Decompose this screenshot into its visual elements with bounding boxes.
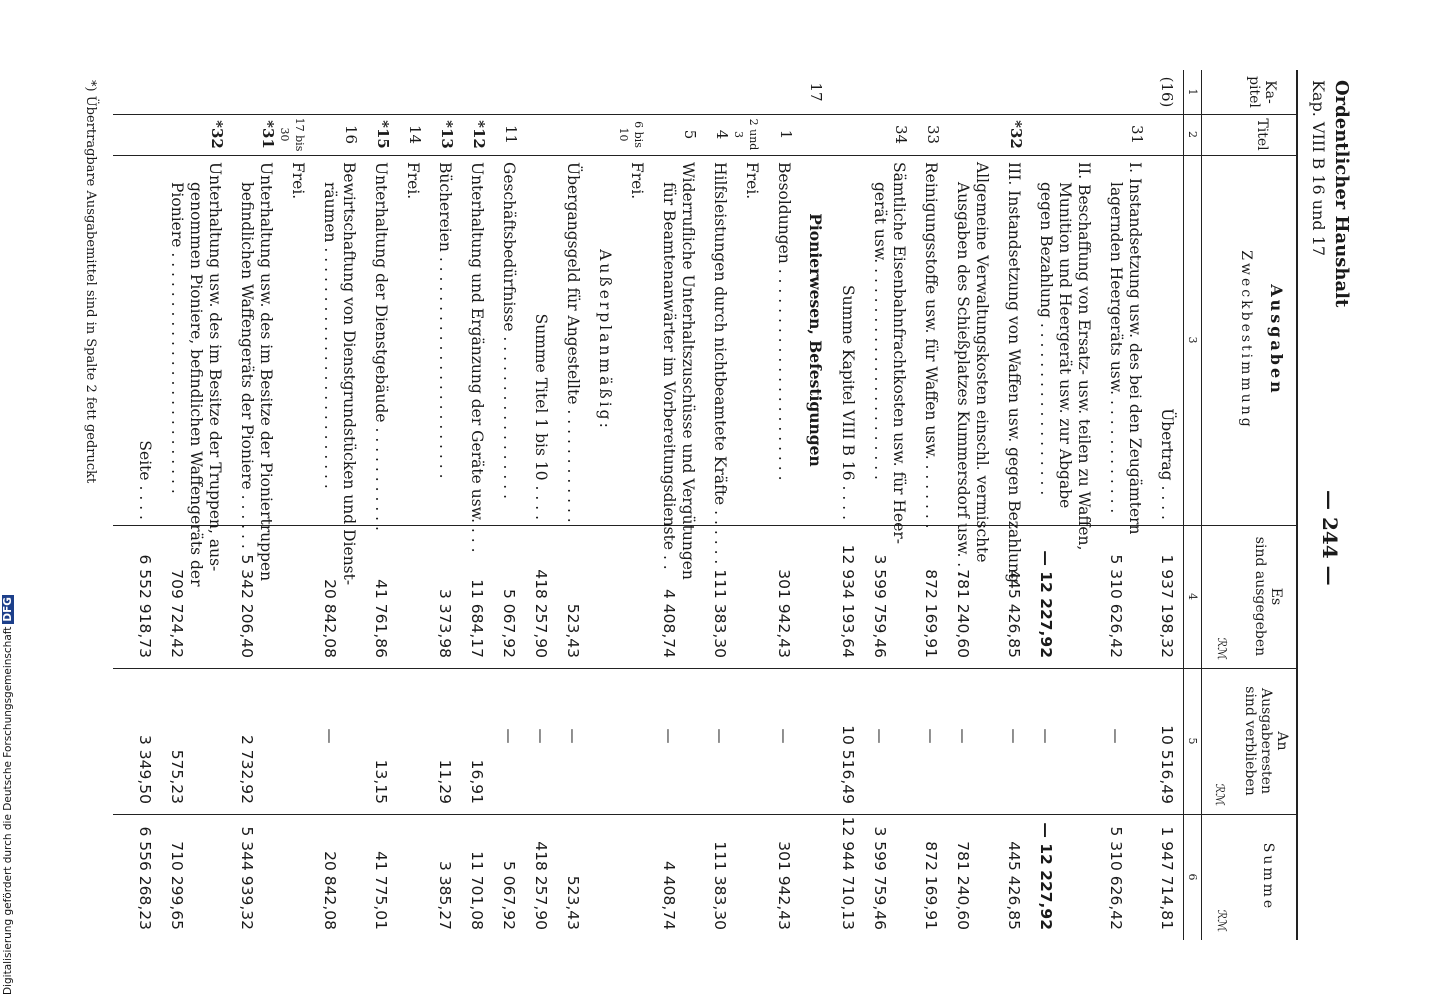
amount-c5: 16,91 (468, 759, 486, 804)
amount-c6: 5 310 626,42 (1107, 826, 1125, 930)
col-index-3: 3 (1186, 336, 1199, 344)
description-line: Bewirtschaftung von Dienstgrundstücken und Dienst- (340, 162, 358, 586)
page-number: — 244 — (1318, 490, 1342, 586)
amount-c5: 575,23 (168, 749, 186, 804)
kapitel-cell: 17 (807, 82, 825, 102)
description-line: I. Instandsetzung usw. des bei den Zeugämtern (1126, 162, 1144, 535)
amount-c6: 523,43 (564, 875, 582, 930)
amount-c5: — (1037, 728, 1055, 744)
amount-c5: — (532, 728, 550, 744)
footnote: *) Übertragbare Ausgabemittel sind in Spalte 2 fett gedruckt (83, 80, 98, 484)
col-index-1: 1 (1186, 88, 1199, 96)
description-line: räumen . . . . . . . . . . . . . . . . . . . . . . . . . (321, 182, 339, 489)
titel-cell: 34 (892, 124, 910, 145)
table-row (122, 70, 154, 940)
table-row (697, 70, 729, 940)
amount-c4: 301 942,43 (775, 569, 793, 658)
col-index-5: 5 (1186, 737, 1199, 745)
description-line: genommen Pioniere, befindlichen Waffengeräts der (187, 182, 205, 587)
titel-cell: *15 (374, 120, 392, 149)
amount-c4: 872 169,91 (922, 569, 940, 658)
amount-c4: 41 761,86 (372, 579, 390, 658)
amount-c4: 111 383,30 (711, 569, 729, 658)
page-subtitle: Kap. VIII B 16 und 17 (1309, 80, 1328, 257)
amount-c4: 4 408,74 (660, 588, 678, 658)
amount-c6: — 12 227,92 (1037, 822, 1055, 930)
amount-c6: 3 599 759,46 (871, 826, 889, 930)
titel-cell: 31 (1128, 124, 1146, 145)
description-line: Unterhaltung und Ergänzung der Geräte usw. . . . (468, 162, 486, 553)
description-line: Widerrufliche Unterhaltszuschüsse und Vergütungen (679, 162, 697, 580)
amount-c5: — (564, 728, 582, 744)
amount-c5: — (500, 728, 518, 744)
amount-c6: 6 556 268,23 (136, 826, 154, 930)
description-line: Übergangsgeld für Angestellte . . . . . . . . . . . . (564, 162, 582, 523)
amount-c5: — (711, 728, 729, 744)
table-row (454, 70, 486, 940)
rotated-page (70, 70, 1360, 970)
amount-c5: — (1005, 728, 1023, 744)
titel-cell: *32 (208, 120, 226, 149)
amount-c6: 5 344 939,32 (238, 826, 256, 930)
description-line: Pionierwesen, Befestigungen (806, 213, 825, 467)
amount-c4: 709 724,42 (168, 569, 186, 658)
description-line: Pioniere . . . . . . . . . . . . . . . . . . . . . . . . . (168, 182, 186, 494)
titel-cell: *12 (470, 120, 488, 149)
page-title: Ordentlicher Haushalt (1331, 80, 1352, 308)
description-line: Hilfsleistungen durch nichtbeamtete Kräfte . . . . . . (711, 162, 729, 565)
amount-c6: 872 169,91 (922, 841, 940, 930)
table-row (550, 70, 582, 940)
table-row (761, 70, 793, 940)
table-row (991, 70, 1023, 940)
titel-cell: *13 (438, 120, 456, 149)
col-titel-header: Titel (1254, 118, 1270, 151)
titel-cell: 16 (342, 124, 360, 145)
amount-c6: 5 067,92 (500, 860, 518, 930)
titel-cell: 1 (777, 129, 795, 140)
amount-c5: — (660, 728, 678, 744)
amount-c6: 111 383,30 (711, 841, 729, 930)
amount-c5: — (1107, 728, 1125, 744)
table-row (614, 70, 646, 940)
description-line: Reinigungsstoffe usw. für Waffen usw. . . . . . . . (922, 162, 940, 529)
amount-c6: 11 701,08 (468, 851, 486, 930)
titel-cell: 5 (681, 129, 699, 140)
table-row (154, 70, 224, 940)
description-line: Frei. (628, 162, 646, 200)
titel-cell: 17 bis 30 (278, 117, 306, 152)
amount-c4: 781 240,60 (954, 569, 972, 658)
col-zweck-header: Ausgaben Zweckbestimmung (1238, 250, 1286, 430)
table-row (857, 70, 908, 940)
amount-c4: 12 934 193,64 (839, 544, 857, 658)
table-row (358, 70, 390, 940)
description-line: Seite . . . . (136, 440, 154, 520)
description-line: Geschäftsbedürfnisse . . . . . . . . . . . . . . . . . (500, 162, 518, 500)
dfg-credit-text: Digitalisierung gefördert durch die Deutsche Forschungsgemeinschaft (2, 626, 14, 995)
titel-cell: 2 und 3 (732, 118, 760, 151)
amount-c4: 3 373,98 (436, 588, 454, 658)
amount-c5: — (922, 728, 940, 744)
amount-c6: 1 947 714,81 (1158, 826, 1176, 930)
description-line: Munition und Heergerät usw. zur Abgabe (1056, 182, 1074, 509)
description-line: Übertrag . . . . (1158, 408, 1176, 520)
dfg-credit (2, 597, 18, 995)
col-index-6: 6 (1186, 873, 1199, 881)
description-line: II. Beschaffung von Ersatz- usw. teilen zu Waffen, (1075, 162, 1093, 551)
description-line: Unterhaltung usw. des im Besitze der Pioniertruppen (257, 162, 275, 582)
amount-c4: 5 310 626,42 (1107, 554, 1125, 658)
col-ausgegeben-header: Es sind ausgegeben ℛℳ (1215, 536, 1284, 660)
amount-c4: 20 842,08 (321, 579, 339, 658)
amount-c5: — (321, 728, 339, 744)
amount-c4: 418 257,90 (532, 569, 550, 658)
description-line: Unterhaltung der Dienstgebäude . . . . . . . . . . . (372, 162, 390, 531)
amount-c6: 445 426,85 (1005, 841, 1023, 930)
dfg-logo: DFG (2, 597, 14, 622)
amount-c6: 4 408,74 (660, 860, 678, 930)
table-row (224, 70, 275, 940)
description-line: gerät usw. . . . . . . . . . . . . . . . . . . . . . . (871, 182, 889, 480)
titel-cell: 14 (406, 124, 424, 145)
budget-table (113, 70, 1298, 940)
table-row (793, 70, 825, 940)
table-row (646, 70, 697, 940)
description-line: Frei. (404, 162, 422, 200)
table-row (908, 70, 940, 940)
amount-c6: 41 775,01 (372, 851, 390, 930)
description-line: Frei. (743, 162, 761, 200)
description-line: Besoldungen . . . . . . . . . . . . . . . . . . . . . . (775, 162, 793, 481)
titel-cell: 4 (713, 129, 731, 140)
table-row (1144, 70, 1176, 940)
table-row (518, 70, 550, 940)
col-kapitel-header: Ka- pitel (1246, 76, 1278, 108)
col-reste-header: An Ausgaberesten sind verblieben ℛℳ (1213, 686, 1290, 806)
description-line: Büchereien . . . . . . . . . . . . . . . . . . . . . . . (436, 162, 454, 479)
amount-c5: 13,15 (372, 759, 390, 804)
description-line: Ausgaben des Schießplatzes Kummersdorf usw. . . (954, 182, 972, 578)
table-row (940, 70, 991, 940)
col-summe-header: Summe ℛℳ (1215, 842, 1276, 932)
amount-c4: 5 342 206,40 (238, 554, 256, 658)
amount-c6: 301 942,43 (775, 841, 793, 930)
table-row (486, 70, 518, 940)
description-line: Außerplanmäßig: (596, 249, 614, 431)
table-row (729, 70, 761, 940)
amount-c5: 11,29 (436, 759, 454, 804)
amount-c4: 445 426,85 (1005, 569, 1023, 658)
amount-c5: — (775, 728, 793, 744)
amount-c6: 781 240,60 (954, 841, 972, 930)
table-row (307, 70, 358, 940)
description-line: Summe Kapitel VIII B 16 . . . . (839, 284, 857, 520)
titel-cell: 11 (502, 124, 520, 145)
description-line: Unterhaltung usw. des im Besitze der Truppen, aus- (206, 162, 224, 572)
titel-cell: *31 (259, 120, 277, 149)
titel-cell: 33 (924, 124, 942, 145)
amount-c5: — (871, 728, 889, 744)
titel-cell: *32 (1007, 120, 1025, 149)
kapitel-cell: (16) (1158, 76, 1176, 108)
description-line: Sämtliche Eisenbahnfrachtkosten usw. für Heer- (890, 162, 908, 545)
table-row (1093, 70, 1144, 940)
amount-c4: 1 937 198,32 (1158, 554, 1176, 658)
amount-c5: 2 732,92 (238, 734, 256, 804)
description-line: III. Instandsetzung von Waffen usw. gegen Bezahlung (1005, 162, 1023, 584)
table-row (422, 70, 454, 940)
description-line: Frei. (289, 162, 307, 200)
amount-c6: 418 257,90 (532, 841, 550, 930)
table-row (582, 70, 614, 940)
amount-c4: 523,43 (564, 603, 582, 658)
col-index-2: 2 (1186, 131, 1199, 138)
amount-c4: 5 067,92 (500, 588, 518, 658)
table-row (275, 70, 307, 940)
description-line: gegen Bezahlung . . . . . . . . . . . . . . . . . . (1037, 182, 1055, 496)
amount-c6: 12 944 710,13 (839, 816, 857, 930)
amount-c5: 10 516,49 (839, 725, 857, 804)
table-row (825, 70, 857, 940)
amount-c4: 11 684,17 (468, 579, 486, 658)
amount-c4: — 12 227,92 (1037, 550, 1055, 658)
description-line: Summe Titel 1 bis 10 . . . . (532, 313, 550, 520)
amount-c6: 3 385,27 (436, 860, 454, 930)
amount-c5: 3 349,50 (136, 734, 154, 804)
table-row (390, 70, 422, 940)
amount-c4: 6 552 918,73 (136, 554, 154, 658)
description-line: befindlichen Waffengeräts der Pioniere . . . . . . (238, 182, 256, 549)
titel-cell: 6 bis 10 (617, 121, 645, 148)
table-row (1023, 70, 1093, 940)
amount-c5: 10 516,49 (1158, 725, 1176, 804)
amount-c5: — (954, 728, 972, 744)
description-line: Allgemeine Verwaltungskosten einschl. vermischte (973, 162, 991, 563)
amount-c4: 3 599 759,46 (871, 554, 889, 658)
description-line: lagernden Heergeräts usw. . . . . . . . . . . . . (1107, 182, 1125, 514)
amount-c6: 20 842,08 (321, 851, 339, 930)
amount-c6: 710 299,65 (168, 841, 186, 930)
col-index-4: 4 (1186, 593, 1199, 600)
description-line: für Beamtenanwärter im Vorbereitungsdienste . . (660, 182, 678, 570)
